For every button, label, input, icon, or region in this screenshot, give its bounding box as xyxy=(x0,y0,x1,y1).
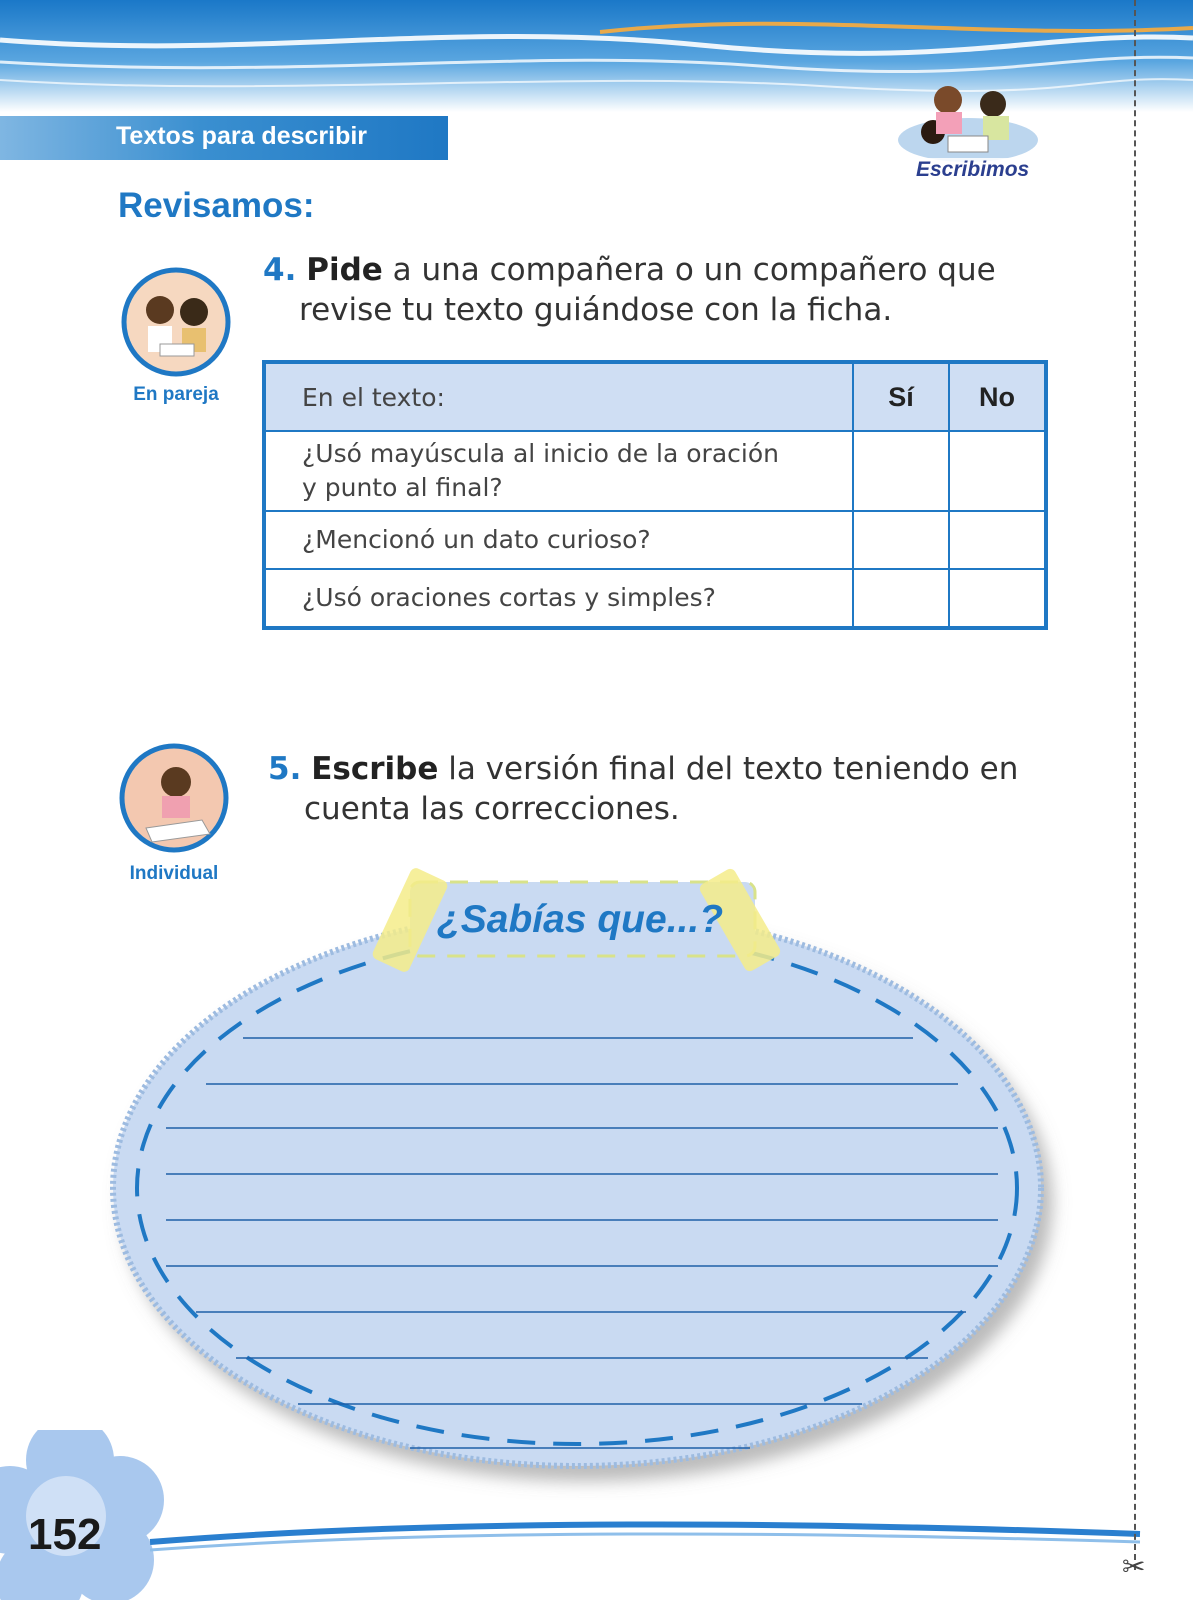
question-line: ¿Usó mayúscula al inicio de la oración xyxy=(302,439,779,468)
table-row xyxy=(264,431,1046,511)
instruction-4-text-line1: a una compañera o un compañero que xyxy=(382,252,996,288)
escribimos-label: Escribimos xyxy=(910,158,1035,182)
review-checklist-table xyxy=(262,360,1048,630)
yes-column-header: Sí xyxy=(853,362,949,431)
no-checkbox-cell[interactable] xyxy=(949,431,1046,511)
instruction-4-number: 4. xyxy=(263,252,297,288)
no-column-header: No xyxy=(949,362,1046,431)
cut-line xyxy=(1134,0,1138,1570)
escribimos-badge xyxy=(888,70,1048,195)
section-banner xyxy=(0,116,448,160)
individual-work-label: Individual xyxy=(129,863,219,884)
footer-decoration xyxy=(0,1430,1193,1600)
table-row xyxy=(264,569,1046,628)
table-header-row xyxy=(264,362,1046,431)
yes-checkbox-cell[interactable] xyxy=(853,511,949,569)
section-title: Textos para describir xyxy=(116,122,368,150)
checklist-question xyxy=(264,431,853,511)
pair-work-icon xyxy=(120,266,232,378)
pair-work-label: En pareja xyxy=(133,384,219,405)
yes-checkbox-cell[interactable] xyxy=(853,569,949,628)
instruction-5-verb: Escribe xyxy=(311,751,439,787)
scissors-icon: ✂ xyxy=(1122,1550,1146,1583)
no-checkbox-cell[interactable] xyxy=(949,511,1046,569)
instruction-5 xyxy=(268,749,1068,829)
instruction-5-text-line2: cuenta las correcciones. xyxy=(304,791,680,827)
instruction-5-text-line1: la versión final del texto teniendo en xyxy=(438,751,1019,787)
checklist-header: En el texto: xyxy=(264,362,853,431)
table-row xyxy=(264,511,1046,569)
children-writing-illustration xyxy=(888,70,1048,170)
page-number: 152 xyxy=(28,1510,102,1559)
writing-oval xyxy=(113,910,1041,1466)
yes-checkbox-cell[interactable] xyxy=(853,431,949,511)
question-line: y punto al final? xyxy=(302,473,503,502)
checklist-question: ¿Usó oraciones cortas y simples? xyxy=(264,569,853,628)
section-heading: Revisamos: xyxy=(118,186,315,225)
individual-work-icon xyxy=(118,742,230,854)
checklist-question: ¿Mencionó un dato curioso? xyxy=(264,511,853,569)
no-checkbox-cell[interactable] xyxy=(949,569,1046,628)
instruction-5-number: 5. xyxy=(268,751,302,787)
instruction-4-text-line2: revise tu texto guiándose con la ficha. xyxy=(299,292,893,328)
writing-box-title: ¿Sabías que...? xyxy=(436,898,724,941)
instruction-4-verb: Pide xyxy=(306,252,383,288)
instruction-4 xyxy=(263,250,1063,330)
